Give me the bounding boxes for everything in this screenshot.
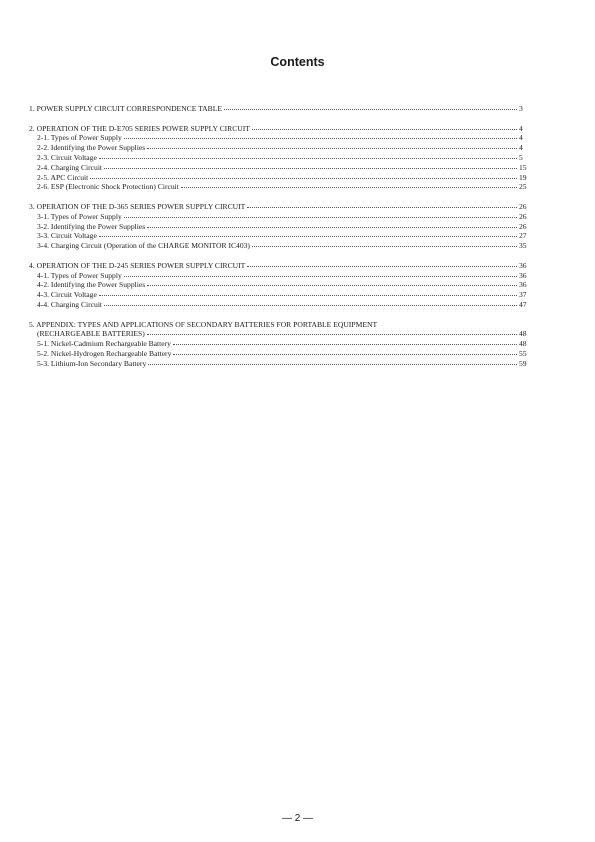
- toc-subentry[interactable]: [29, 339, 527, 349]
- toc-leader-dots: [104, 304, 517, 306]
- toc-entry-title: 2-1. Types of Power Supply: [37, 133, 122, 143]
- table-of-contents: [29, 104, 527, 378]
- toc-page-number: 26: [519, 201, 527, 211]
- toc-section: [29, 124, 527, 193]
- toc-entry-title: 4-3. Circuit Voltage: [37, 290, 97, 300]
- toc-page-number: 15: [519, 162, 527, 172]
- toc-entry[interactable]: [29, 202, 527, 212]
- toc-leader-dots: [247, 206, 517, 208]
- toc-entry-title: (RECHARGEABLE BATTERIES): [37, 329, 145, 339]
- toc-page-number: 4: [519, 133, 523, 143]
- toc-subentry[interactable]: [29, 173, 527, 183]
- toc-leader-dots: [252, 128, 517, 130]
- toc-entry[interactable]: [29, 124, 527, 134]
- toc-page-number: 36: [519, 260, 527, 270]
- toc-leader-dots: [147, 333, 517, 335]
- toc-page-number: 4: [519, 123, 523, 133]
- toc-section: [29, 202, 527, 251]
- toc-entry-title: 2-5. APC Circuit: [37, 172, 89, 182]
- toc-subentry[interactable]: [29, 290, 527, 300]
- toc-subentry[interactable]: [29, 222, 527, 232]
- toc-subentry[interactable]: [29, 349, 527, 359]
- toc-section: [29, 320, 527, 369]
- toc-leader-dots: [124, 216, 517, 218]
- toc-page-number: 19: [519, 172, 527, 182]
- toc-leader-dots: [90, 177, 517, 179]
- toc-leader-dots: [181, 186, 517, 188]
- toc-entry-title: 3-3. Circuit Voltage: [37, 231, 97, 241]
- toc-leader-dots: [148, 363, 517, 365]
- toc-entry[interactable]: [29, 261, 527, 271]
- toc-subentry[interactable]: [29, 300, 527, 310]
- toc-entry-title: 1. POWER SUPPLY CIRCUIT CORRESPONDENCE TABLE: [29, 104, 222, 113]
- toc-entry[interactable]: [29, 320, 527, 330]
- toc-entry-title: 4-1. Types of Power Supply: [37, 270, 122, 280]
- toc-entry-title: 2-2. Identifying the Power Supplies: [37, 143, 146, 153]
- toc-subentry[interactable]: [29, 182, 527, 192]
- toc-entry[interactable]: [29, 329, 527, 339]
- toc-page-number: 47: [519, 299, 527, 309]
- toc-entry-title: 3. OPERATION OF THE D-365 SERIES POWER SUPPLY CIRCUIT: [29, 201, 246, 211]
- toc-page-number: 36: [519, 280, 527, 290]
- toc-leader-dots: [124, 275, 517, 277]
- toc-page-number: 26: [519, 221, 527, 231]
- page-title: Contents: [270, 55, 325, 69]
- toc-subentry[interactable]: [29, 133, 527, 143]
- toc-subentry[interactable]: [29, 359, 527, 369]
- toc-leader-dots: [99, 235, 517, 237]
- toc-leader-dots: [147, 226, 517, 228]
- toc-entry-title: 3-2. Identifying the Power Supplies: [37, 221, 146, 231]
- toc-entry[interactable]: [29, 104, 527, 114]
- toc-entry-title: 4. OPERATION OF THE D-245 SERIES POWER SUPPLY CIRCUIT: [29, 260, 246, 270]
- toc-section: [29, 104, 527, 114]
- toc-subentry[interactable]: [29, 231, 527, 241]
- toc-entry-title: 2-6. ESP (Electronic Shock Protection) Circuit: [37, 182, 179, 192]
- toc-leader-dots: [252, 245, 517, 247]
- toc-page-number: 48: [519, 329, 527, 339]
- toc-subentry[interactable]: [29, 212, 527, 222]
- toc-page-number: 35: [519, 241, 527, 251]
- toc-entry-title: 3-4. Charging Circuit (Operation of the CHARGE MONITOR IC403): [37, 241, 250, 251]
- toc-page-number: 36: [519, 270, 527, 280]
- toc-subentry[interactable]: [29, 271, 527, 281]
- toc-section: [29, 261, 527, 310]
- toc-page-number: 25: [519, 182, 527, 192]
- toc-subentry[interactable]: [29, 143, 527, 153]
- toc-leader-dots: [224, 108, 517, 110]
- toc-page-number: 37: [519, 290, 527, 300]
- toc-entry-title: 5-1. Nickel-Cadmium Rechargeable Battery: [37, 339, 171, 349]
- toc-entry-title: 5. APPENDIX: TYPES AND APPLICATIONS OF SECONDARY BATTERIES FOR PORTABLE EQUIPMENT: [29, 319, 378, 329]
- toc-page-number: 26: [519, 211, 527, 221]
- page-number: — 2 —: [281, 813, 314, 824]
- toc-leader-dots: [173, 343, 517, 345]
- toc-page-number: 48: [519, 339, 527, 349]
- toc-leader-dots: [147, 147, 517, 149]
- toc-leader-dots: [124, 137, 517, 139]
- toc-entry-title: 3-1. Types of Power Supply: [37, 211, 122, 221]
- toc-page-number: 27: [519, 231, 527, 241]
- toc-page-number: 4: [519, 143, 523, 153]
- toc-entry-title: 5-2. Nickel-Hydrogen Rechargeable Battery: [37, 348, 172, 358]
- toc-leader-dots: [147, 284, 517, 286]
- toc-page-number: 55: [519, 348, 527, 358]
- toc-leader-dots: [104, 167, 517, 169]
- toc-leader-dots: [99, 157, 517, 159]
- toc-subentry[interactable]: [29, 153, 527, 163]
- toc-page-number: 5: [519, 152, 523, 162]
- toc-subentry[interactable]: [29, 163, 527, 173]
- toc-entry-title: 2. OPERATION OF THE D-E705 SERIES POWER SUPPLY CIRCUIT: [29, 123, 250, 133]
- toc-leader-dots: [173, 353, 517, 355]
- toc-entry-title: 4-4. Charging Circuit: [37, 299, 103, 309]
- toc-page-number: 59: [519, 358, 527, 368]
- toc-leader-dots: [99, 294, 517, 296]
- toc-entry-title: 4-2. Identifying the Power Supplies: [37, 280, 146, 290]
- toc-subentry[interactable]: [29, 241, 527, 251]
- toc-leader-dots: [247, 265, 517, 267]
- toc-entry-title: 2-4. Charging Circuit: [37, 162, 103, 172]
- toc-entry-title: 5-3. Lithium-Ion Secondary Battery: [37, 358, 147, 368]
- toc-subentry[interactable]: [29, 280, 527, 290]
- toc-entry-title: 2-3. Circuit Voltage: [37, 152, 97, 162]
- toc-page-number: 3: [519, 104, 523, 113]
